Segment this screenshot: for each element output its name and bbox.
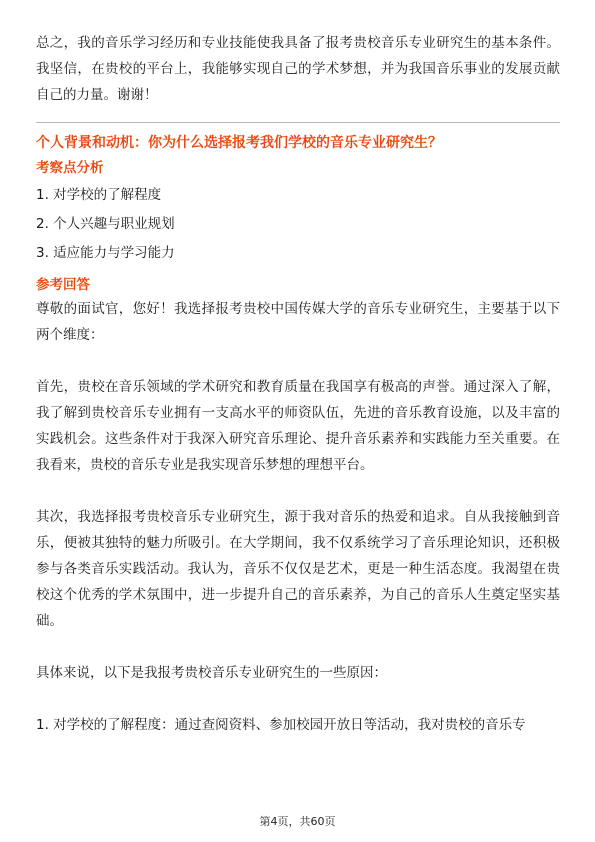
answer-paragraph: 具体来说，以下是我报考贵校音乐专业研究生的一些原因： xyxy=(36,665,387,681)
answer-paragraph: 尊敬的面试官，您好！我选择报考贵校中国传媒大学的音乐专业研究生，主要基于以下两个维度： xyxy=(36,301,560,343)
paragraph-gap xyxy=(36,686,560,712)
answer-paragraph: 其次，我选择报考贵校音乐专业研究生，源于我对音乐的热爱和追求。自从我接触到音乐，便被其独特的魅力所吸引。在大学期间，我不仅系统学习了音乐理论知识，还积极参与各类音乐实践活动。我认为，音乐不仅仅是艺术，更是一种生活态度。我渴望在贵校这个优秀的学术氛围中，进一步提升自己的音乐素养，为自己的音乐人生奠定坚实基础。 xyxy=(36,509,560,629)
answer-paragraph: 1. 对学校的了解程度：通过查阅资料、参加校园开放日等活动，我对贵校的音乐专 xyxy=(36,717,526,733)
analysis-item: 2. 个人兴趣与职业规划 xyxy=(36,216,175,232)
answer-paragraph: 首先，贵校在音乐领域的学术研究和教育质量在我国享有极高的声誉。通过深入了解，我了解到贵校音乐专业拥有一支高水平的师资队伍，先进的音乐教育设施，以及丰富的实践机会。这些条件对于我深入研究音乐理论、提升音乐素养和实践能力至关重要。在我看来，贵校的音乐专业是我实现音乐梦想的理想平台。 xyxy=(36,379,560,473)
analysis-title: 考察点分析 xyxy=(36,160,104,176)
analysis-item: 3. 适应能力与学习能力 xyxy=(36,245,175,261)
page-content xyxy=(36,30,560,738)
paragraph-gap xyxy=(36,348,560,374)
analysis-item: 1. 对学校的了解程度 xyxy=(36,187,162,203)
question-heading: 个人背景和动机：你为什么选择报考我们学校的音乐专业研究生？ xyxy=(36,135,442,151)
intro-paragraph: 总之，我的音乐学习经历和专业技能使我具备了报考贵校音乐专业研究生的基本条件。我坚信，在贵校的平台上，我能够实现自己的学术梦想，并为我国音乐事业的发展贡献自己的力量。谢谢！ xyxy=(36,35,560,103)
section-divider xyxy=(36,122,560,123)
answer-title: 参考回答 xyxy=(36,277,90,293)
page-indicator: 第4页，共60页 xyxy=(259,815,336,828)
paragraph-gap xyxy=(36,478,560,504)
paragraph-gap xyxy=(36,634,560,660)
